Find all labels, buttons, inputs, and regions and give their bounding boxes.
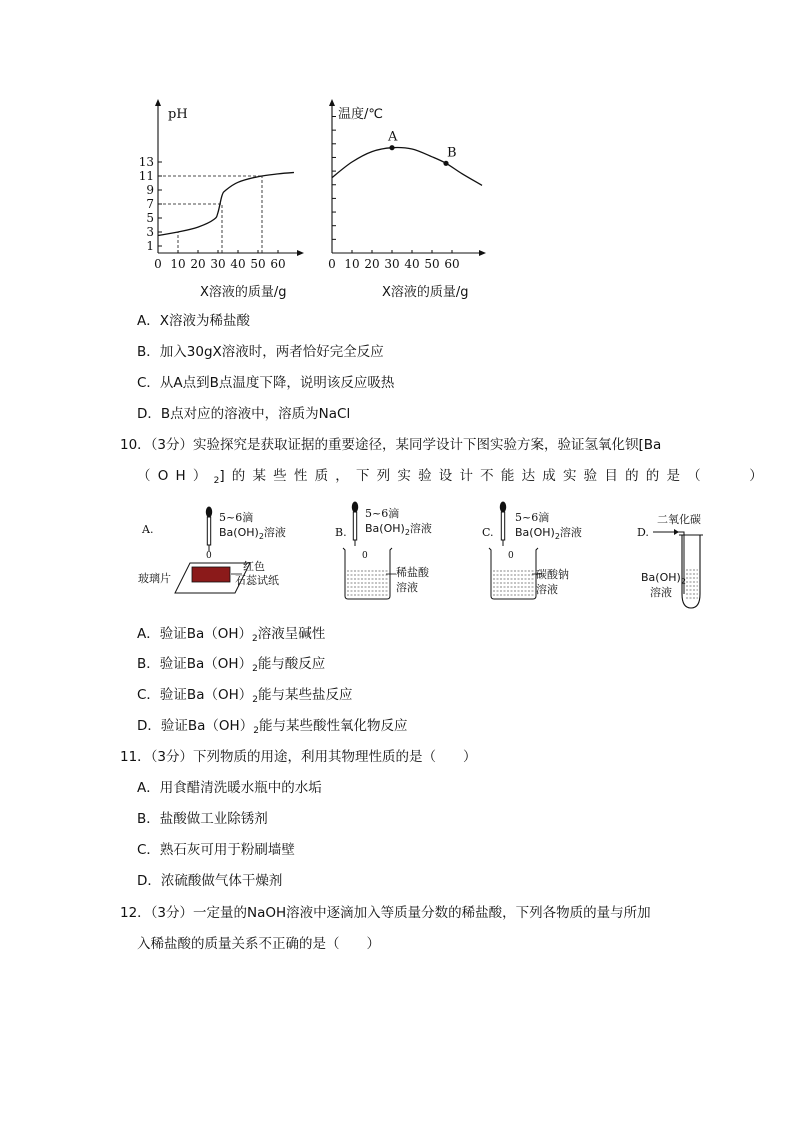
exp-c-solution: $Ba(OH)_2$溶液 [515,526,582,541]
exp-b-drops: 5~6滴 [365,507,400,520]
q10-option-a-pre: A．验证Ba（OH） [137,626,253,642]
ph-y-tick-label: 3 [146,225,154,239]
ph-x-arrow [297,250,304,256]
ph-x-tick-label: 50 [250,257,266,271]
ph-x-tick-label: 0 [154,257,162,271]
temp-x-tick-label: 50 [424,257,440,271]
temp-x-tick-label: 40 [404,257,420,271]
exp-a-glass-label: 玻璃片 [138,572,171,585]
q10-stem-line2-sub: 2 [213,476,220,486]
ph-y-arrow [155,99,161,106]
exp-b-liquid-2: 溶液 [396,581,418,594]
q10-option-b-pre: B．验证Ba（OH） [137,656,253,672]
exp-a-paper-label-1: 红色 [243,560,265,573]
q9-option-a: A．X溶液为稀盐酸 [137,313,250,329]
q10-option-a-post: 溶液呈碱性 [257,626,326,642]
q10-option-d-sub: 2 [253,726,259,736]
ph-x-label: X溶液的质量/g [200,285,287,300]
q10-option-c-post: 能与某些盐反应 [257,687,353,703]
temp-x-tick-label: 0 [328,257,336,271]
q10-option-c [137,686,352,709]
ph-y-label: pH [168,107,188,122]
experiment-diagram [130,496,730,614]
q10-option-c-sub: 2 [252,695,258,705]
exp-a-solution: $Ba(OH)_2$溶液 [219,526,286,541]
temp-point-a [389,145,394,150]
q10-option-d-pre: D．验证Ba（OH） [137,718,254,734]
exp-c-drops: 5~6滴 [515,511,550,524]
q9-option-b: B．加入30gX溶液时，两者恰好完全反应 [137,344,384,360]
temperature-chart [312,96,492,306]
ph-x-tick-label: 40 [230,257,246,271]
q10-option-a-sub: 2 [252,634,258,644]
temp-x-tick-label: 10 [344,257,360,271]
dropper-c [500,502,506,547]
exp-d-gas: 二氧化碳 [657,513,701,526]
exp-a-letter: A. [142,523,154,536]
ph-x-tick-label: 30 [210,257,226,271]
exp-b-solution: $Ba(OH)_2$溶液 [365,522,432,537]
q11-option-d: D．浓硫酸做气体干燥剂 [137,873,283,889]
ph-y-tick-label: 1 [146,239,154,253]
q10-stem-line2 [137,467,770,490]
exp-d-solution-tail: 溶液 [650,586,672,599]
exp-a-drops: 5~6滴 [219,511,254,524]
temp-x-tick-label: 30 [384,257,400,271]
q10-option-b-post: 能与酸反应 [257,656,326,672]
exp-c-liquid-2: 溶液 [536,583,558,596]
temp-y-arrow [329,99,335,106]
ph-y-tick-label: 5 [146,211,154,225]
temp-y-label: 温度/℃ [338,107,383,122]
temp-x-label: X溶液的质量/g [382,285,469,300]
q10-option-d-post: 能与某些酸性氧化物反应 [258,718,408,734]
ph-y-tick-label: 7 [146,197,154,211]
q10-option-c-pre: C．验证Ba（OH） [137,687,253,703]
ph-y-tick-label: 13 [138,155,154,169]
litmus-paper [192,567,230,582]
q10-stem-line1: 10．（3分）实验探究是获取证据的重要途径，某同学设计下图实验方案，验证氢氧化钡[Ba [120,437,662,453]
q11-option-b: B．盐酸做工业除锈剂 [137,811,268,827]
temp-point-b [443,161,448,166]
q10-stem-line2-b: ]的某些性质，下列实验设计不能达成实验目的的是（ ） [219,468,770,484]
temp-x-arrow [479,250,486,256]
exp-d-letter: D. [637,526,649,539]
temp-point-label-b: B [447,145,457,161]
exp-b-letter: B. [335,526,347,539]
dropper-a [206,507,212,552]
exp-c-liquid-1: 碳酸钠 [536,568,569,581]
dropper-b [352,502,358,547]
ph-x-tick-label: 10 [170,257,186,271]
q10-stem-line2-a: （OH） [137,468,214,484]
q10-option-a [137,625,325,648]
exp-a-paper-label-2: 石蕊试纸 [235,574,279,587]
ph-y-tick-label: 9 [146,183,154,197]
q9-option-c: C．从A点到B点温度下降，说明该反应吸热 [137,375,395,391]
q10-option-b [137,655,325,678]
exp-c-zero: 0 [508,551,514,561]
q11-option-a: A．用食醋清洗暖水瓶中的水垢 [137,780,322,796]
temp-curve [332,148,482,186]
temp-x-tick-label: 20 [364,257,380,271]
q12-stem-line2: 入稀盐酸的质量关系不正确的是（ ） [137,936,380,952]
ph-x-tick-label: 60 [270,257,286,271]
exp-c-letter: C. [482,526,494,539]
q11-option-c: C．熟石灰可用于粉刷墙壁 [137,842,295,858]
exp-b-liquid-1: 稀盐酸 [396,566,429,579]
q12-stem-line1: 12．（3分）一定量的NaOH溶液中逐滴加入等质量分数的稀盐酸，下列各物质的量与所加 [120,905,651,921]
exp-b-zero: 0 [362,551,368,561]
q10-option-d [137,717,407,740]
ph-x-tick-label: 20 [190,257,206,271]
q10-option-b-sub: 2 [252,664,258,674]
exp-d-solution: $Ba(OH)_2$ [641,571,686,586]
temp-x-tick-label: 60 [444,257,460,271]
ph-y-tick-label: 11 [138,169,154,183]
q9-option-d: D．B点对应的溶液中，溶质为NaCl [137,406,351,422]
exp-a-zero: 0 [206,551,212,561]
q11-stem: 11．（3分）下列物质的用途，利用其物理性质的是（ ） [120,749,477,765]
ph-chart [130,96,310,306]
temp-point-label-a: A [388,129,398,145]
